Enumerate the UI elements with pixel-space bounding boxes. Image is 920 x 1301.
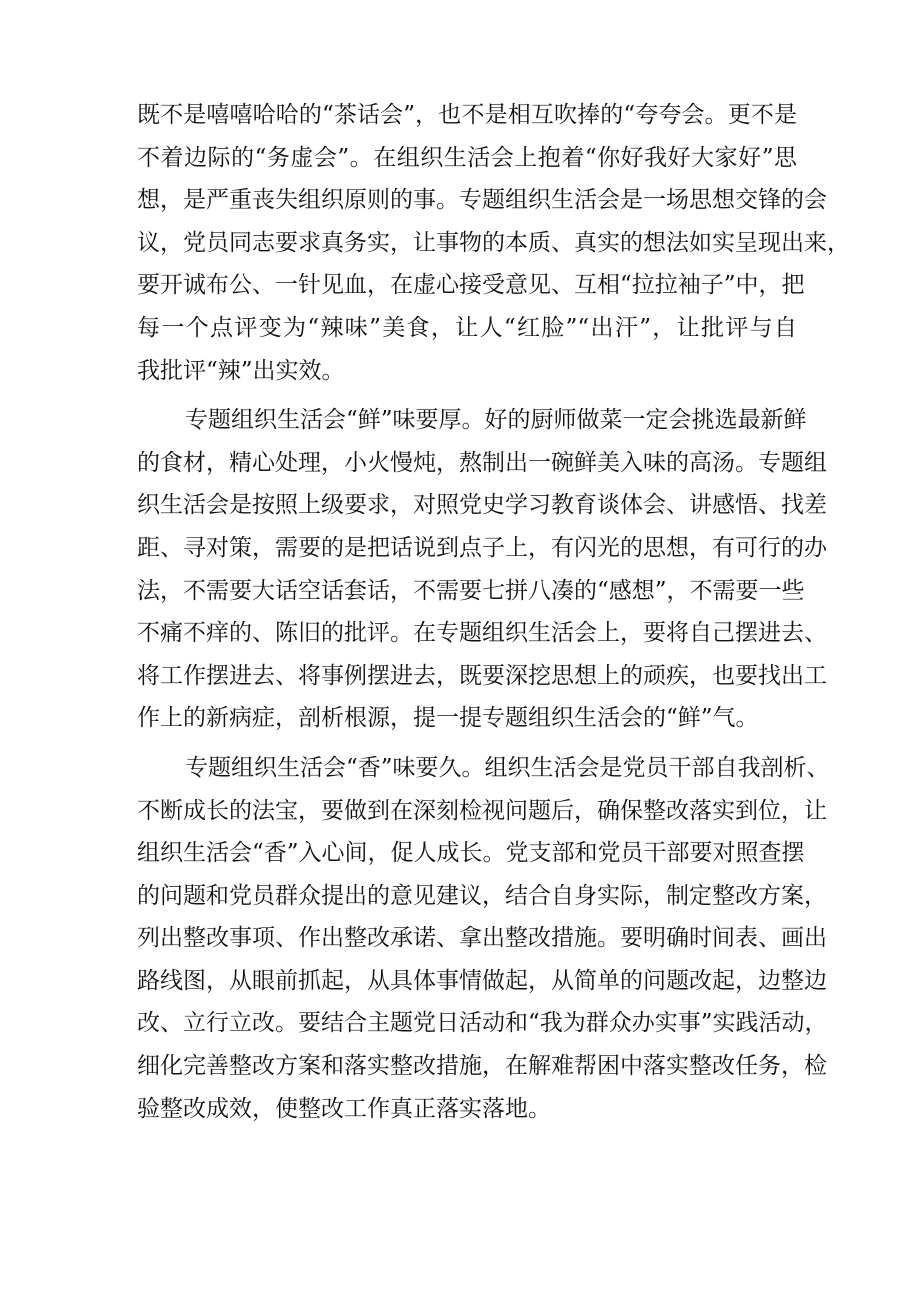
text-line: 专题组织生活会“鲜”味要厚。好的厨师做菜一定会挑选最新鲜 [185, 407, 807, 434]
text-line: 想，是严重丧失组织原则的事。专题组织生活会是一场思想交锋的会 [137, 187, 827, 214]
text-line: 细化完善整改方案和落实整改措施，在解难帮困中落实整改任务，检 [137, 1053, 827, 1080]
text-line: 距、寻对策，需要的是把话说到点子上，有闪光的思想，有可行的办 [137, 534, 827, 561]
text-line: 作上的新病症，剖析根源，提一提专题组织生活会的“鲜”气。 [137, 705, 759, 732]
text-line: 要开诚布公、一针见血，在虚心接受意见、互相“拉拉袖子”中，把 [137, 272, 805, 299]
text-line: 专题组织生活会“香”味要久。组织生活会是党员干部自我剖析、 [185, 754, 830, 781]
text-line: 的问题和党员群众提出的意见建议，结合自身实际，制定整改方案， [137, 882, 827, 909]
text-line: 每一个点评变为“辣味”美食，让人“红脸”“出汗”，让批评与自 [137, 314, 797, 341]
paragraph-tea-party [137, 94, 850, 392]
text-line: 我批评“辣”出实效。 [137, 357, 345, 384]
text-line: 既不是嘻嘻哈哈的“茶话会”，也不是相互吹捧的“夸夸会。更不是 [137, 102, 797, 128]
text-line: 组织生活会“香”入心间，促人成长。党支部和党员干部要对照查摆 [137, 840, 805, 867]
text-line: 法，不需要大话空话套话，不需要七拼八凑的“感想”，不需要一些 [137, 577, 805, 604]
text-line: 织生活会是按照上级要求，对照党史学习教育谈体会、讲感悟、找差 [137, 492, 827, 519]
paragraph-gap [137, 740, 797, 747]
text-line: 议，党员同志要求真务实，让事物的本质、真实的想法如实呈现出来， [137, 229, 850, 256]
text-line: 改、立行立改。要结合主题党日活动和“我为群众办实事”实践活动， [137, 1010, 828, 1037]
text-line: 将工作摆进去、将事例摆进去，既要深挖思想上的顽疾，也要找出工 [137, 662, 827, 689]
text-line: 路线图，从眼前抓起，从具体事情做起，从简单的问题改起，边整边 [137, 967, 827, 994]
text-line: 列出整改事项、作出整改承诺、拿出整改措施。要明确时间表、画出 [137, 925, 827, 952]
text-line: 不痛不痒的、陈旧的批评。在专题组织生活会上，要将自己摆进去、 [137, 620, 827, 647]
document-body [137, 94, 850, 1130]
text-line: 不着边际的“务虚会”。在组织生活会上抱着“你好我好大家好”思 [137, 144, 797, 171]
paragraph-fresh-flavor [137, 399, 827, 740]
paragraph-fragrant-flavor [137, 747, 830, 1130]
text-line: 不断成长的法宝，要做到在深刻检视问题后，确保整改落实到位，让 [137, 797, 827, 824]
text-line: 验整改成效，使整改工作真正落实落地。 [137, 1095, 551, 1122]
paragraph-gap [137, 392, 797, 399]
text-line: 的食材，精心处理，小火慢炖，熬制出一碗鲜美入味的高汤。专题组 [137, 449, 827, 476]
